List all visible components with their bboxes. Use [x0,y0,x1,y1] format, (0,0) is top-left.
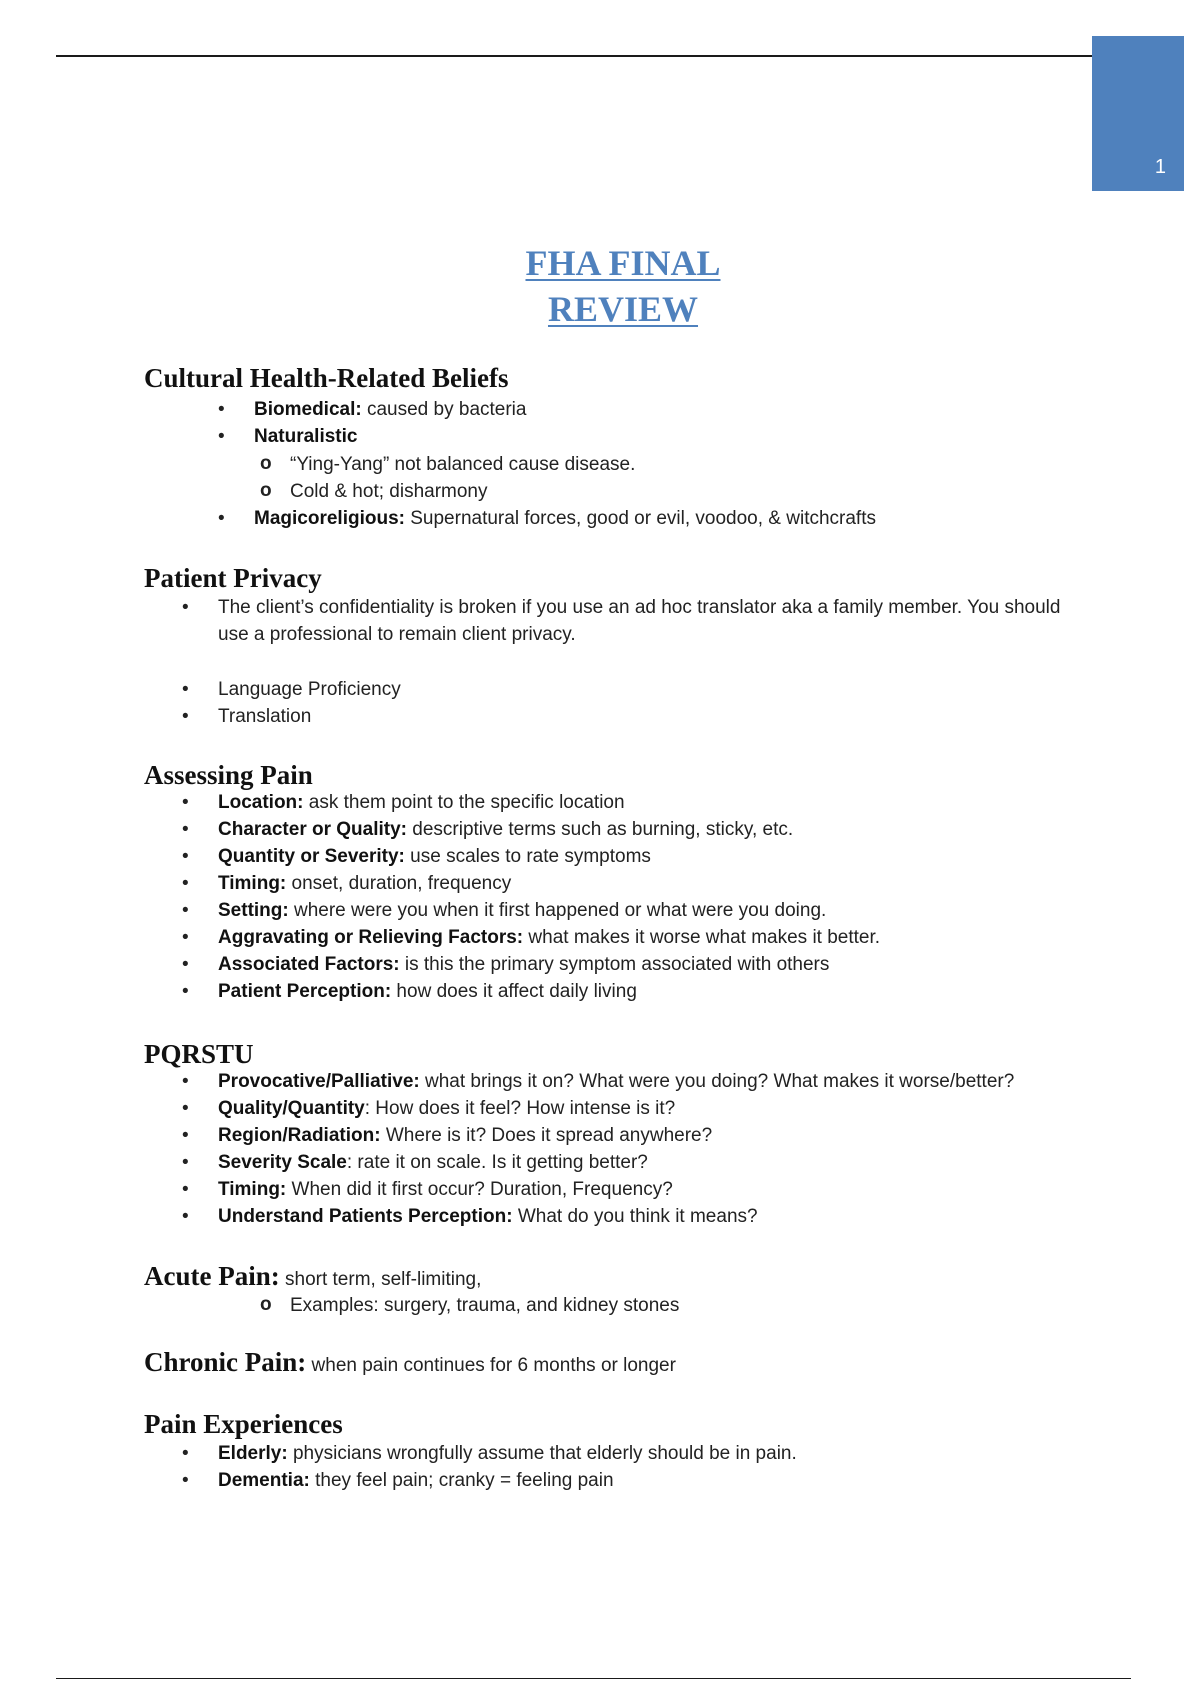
assessing-pain-heading: Assessing Pain [144,760,313,790]
list-item: • Character or Quality: descriptive terms such as burning, sticky, etc. [218,816,1118,843]
list-item: • Location: ask them point to the specific location [218,789,1118,816]
pqrstu-heading: PQRSTU [144,1039,254,1069]
list-item: • Translation [218,703,1078,730]
list-item: • Region/Radiation: Where is it? Does it spread anywhere? [218,1122,1138,1149]
list-item: • Timing: onset, duration, frequency [218,870,1118,897]
footer-rule [56,1678,1131,1679]
chronic-pain-heading [144,1346,676,1382]
assessing-pain-list [218,789,1118,1005]
chronic-pain-title: Chronic Pain: [144,1347,307,1377]
list-item: • Elderly: physicians wrongfully assume that elderly should be in pain. [218,1440,1118,1467]
patient-privacy-heading: Patient Privacy [144,563,322,593]
header-rule [56,55,1092,57]
sub-list-item: o “Ying-Yang” not balanced cause disease. [290,451,1090,478]
list-item: • Setting: where were you when it first happened or what were you doing. [218,897,1118,924]
title-line-2: REVIEW [547,289,699,329]
title-line-1: FHA FINAL [525,243,721,283]
page-number: 1 [1154,156,1166,178]
list-item: • Associated Factors: is this the primary symptom associated with others [218,951,1118,978]
list-item: • Aggravating or Relieving Factors: what makes it worse what makes it better. [218,924,1118,951]
list-item: • Dementia: they feel pain; cranky = feeling pain [218,1467,1118,1494]
acute-pain-title: Acute Pain: [144,1261,280,1291]
pain-experiences-list [218,1440,1118,1494]
acute-pain-sublist [290,1292,1090,1319]
sub-list-item: o Examples: surgery, trauma, and kidney stones [290,1292,1090,1319]
cultural-beliefs-heading: Cultural Health-Related Beliefs [144,363,509,393]
list-item: • Timing: When did it first occur? Duration, Frequency? [218,1176,1138,1203]
list-item: • Severity Scale: rate it on scale. Is it getting better? [218,1149,1138,1176]
list-item: • Understand Patients Perception: What do you think it means? [218,1203,1138,1230]
pqrstu-list [218,1068,1138,1230]
chronic-pain-note: when pain continues for 6 months or longer [306,1355,676,1376]
pain-experiences-heading: Pain Experiences [144,1409,343,1439]
document-title [0,240,1200,332]
list-item: • Quantity or Severity: use scales to rate symptoms [218,843,1118,870]
page-number-tab [1092,36,1184,191]
list-item: • Patient Perception: how does it affect daily living [218,978,1118,1005]
acute-pain-note: short term, self-limiting, [279,1269,482,1290]
list-item: • Provocative/Palliative: what brings it on? What were you doing? What makes it worse/better? [218,1068,1138,1095]
list-item: • Naturalistic [254,423,1154,450]
list-item: • Magicoreligious: Supernatural forces, good or evil, voodoo, & witchcrafts [254,505,1154,532]
cultural-beliefs-list [254,396,1154,450]
list-item: • Quality/Quantity: How does it feel? How intense is it? [218,1095,1138,1122]
naturalistic-sublist [290,451,1090,505]
patient-privacy-paragraph-list [218,594,1078,648]
acute-pain-heading [144,1260,481,1296]
cultural-beliefs-list-cont [254,505,1154,532]
list-item: • Language Proficiency [218,676,1078,703]
sub-list-item: o Cold & hot; disharmony [290,478,1090,505]
list-item: • Biomedical: caused by bacteria [254,396,1154,423]
patient-privacy-list [218,676,1078,730]
list-item: • The client’s confidentiality is broken if you use an ad hoc translator aka a family member. You should use a professional to remain client privacy. [218,594,1078,648]
